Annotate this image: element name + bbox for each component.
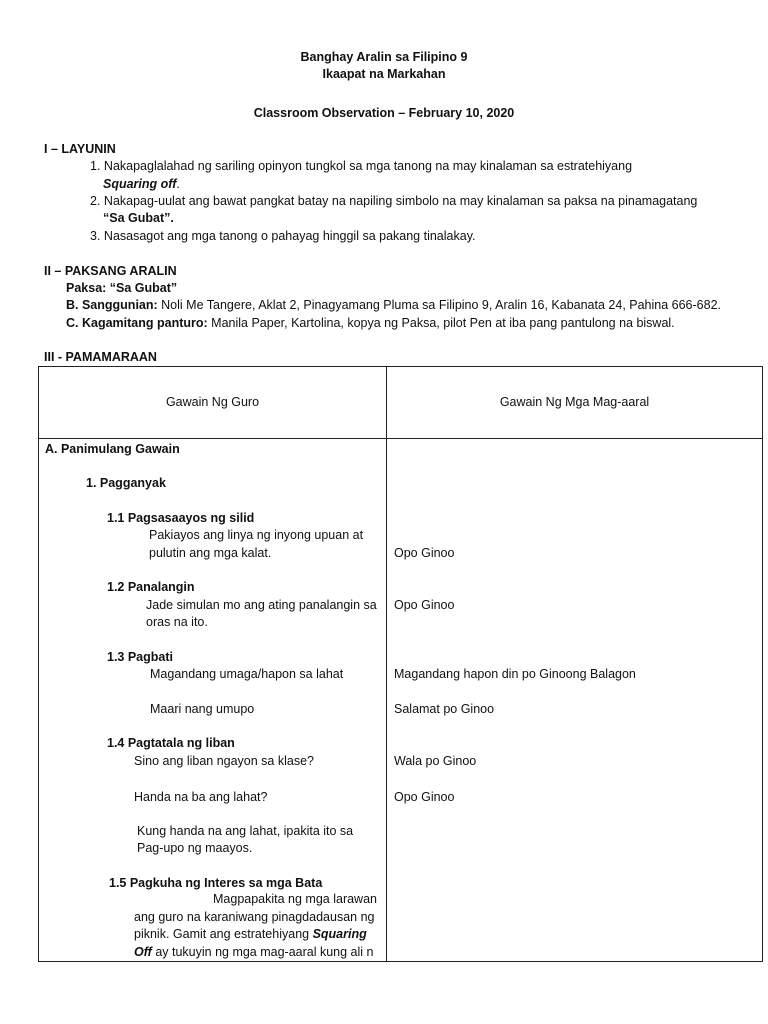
s12-response: Opo Ginoo xyxy=(394,598,455,612)
s14-line2: Handa na ba ang lahat? xyxy=(134,790,268,804)
layunin-item-3: 3. Nasasagot ang mga tanong o pahayag hinggil sa pakang tinalakay. xyxy=(90,229,476,243)
s14-line4: Pag-upo ng maayos. xyxy=(137,841,253,855)
s14-line1: Sino ang liban ngayon sa klase? xyxy=(134,754,314,768)
layunin-item-1: 1. Nakapaglalahad ng sariling opinyon tungkol sa mga tanong na may kinalaman sa estratehiyang xyxy=(90,159,633,173)
layunin-item-2-cont: “Sa Gubat”. xyxy=(103,211,174,225)
s15-line2: ang guro na karaniwang pinagdadausan ng xyxy=(134,910,375,924)
layunin-item-1-cont: Squaring off. xyxy=(103,177,180,191)
col-header-mag-aaral: Gawain Ng Mga Mag-aaral xyxy=(387,367,763,439)
s15-line3: piknik. Gamit ang estratehiyang Squaring xyxy=(134,927,367,941)
layunin-heading: I – LAYUNIN xyxy=(44,142,116,156)
s11-title: 1.1 Pagsasaayos ng silid xyxy=(107,511,255,525)
layunin-item-2: 2. Nakapag-uulat ang bawat pangkat batay na napiling simbolo na may kinalaman sa paksa na pinamagatang xyxy=(90,194,698,208)
document-title: Banghay Aralin sa Filipino 9 xyxy=(300,50,468,64)
observation-date: Classroom Observation – February 10, 2020 xyxy=(253,106,515,120)
lesson-plan-table xyxy=(38,366,763,962)
s14-response-1: Wala po Ginoo xyxy=(394,754,477,768)
s14-line3: Kung handa na ang lahat, ipakita ito sa xyxy=(137,824,354,838)
col-header-guro: Gawain Ng Guro xyxy=(39,367,387,439)
s13-response-1: Magandang hapon din po Ginoong Balagon xyxy=(394,667,636,681)
s13-line1: Magandang umaga/hapon sa lahat xyxy=(150,667,344,681)
pagganyak-heading: 1. Pagganyak xyxy=(86,476,166,490)
s12-line2: oras na ito. xyxy=(146,615,208,629)
document-subtitle: Ikaapat na Markahan xyxy=(322,67,446,81)
s13-title: 1.3 Pagbati xyxy=(107,650,173,664)
s12-title: 1.2 Panalangin xyxy=(107,580,195,594)
kagamitan-line: C. Kagamitang panturo: Manila Paper, Kartolina, kopya ng Paksa, pilot Pen at iba pang pantulong na biswal. xyxy=(66,316,675,330)
sanggunian-line: B. Sanggunian: Noli Me Tangere, Aklat 2, Pinagyamang Pluma sa Filipino 9, Aralin 16, Kabanata 24, Pahina 666-682. xyxy=(66,298,722,312)
paksa-line: Paksa: “Sa Gubat” xyxy=(66,281,178,295)
strategy-emphasis: Squaring off xyxy=(103,177,177,191)
s11-line2: pulutin ang mga kalat. xyxy=(149,546,272,560)
guro-cell xyxy=(39,439,387,962)
s15-title: 1.5 Pagkuha ng Interes sa mga Bata xyxy=(109,876,323,890)
table-header-row xyxy=(39,367,763,439)
paksang-aralin-heading: II – PAKSANG ARALIN xyxy=(44,264,177,278)
s12-line1: Jade simulan mo ang ating panalangin sa xyxy=(146,598,377,612)
s11-line1: Pakiayos ang linya ng inyong upuan at xyxy=(149,528,364,542)
s13-line2: Maari nang umupo xyxy=(150,702,255,716)
s13-response-2: Salamat po Ginoo xyxy=(394,702,495,716)
s14-response-2: Opo Ginoo xyxy=(394,790,455,804)
table-row xyxy=(39,439,763,962)
s15-line1: Magpapakita ng mga larawan xyxy=(213,892,377,906)
panimulang-gawain-heading: A. Panimulang Gawain xyxy=(45,442,180,456)
s11-response: Opo Ginoo xyxy=(394,546,455,560)
s15-line4: Off ay tukuyin ng mga mag-aaral kung ali n xyxy=(134,945,374,959)
pamamaraan-heading: III - PAMAMARAAN xyxy=(44,350,157,364)
s14-title: 1.4 Pagtatala ng liban xyxy=(107,736,235,750)
mag-aaral-cell xyxy=(387,439,763,962)
